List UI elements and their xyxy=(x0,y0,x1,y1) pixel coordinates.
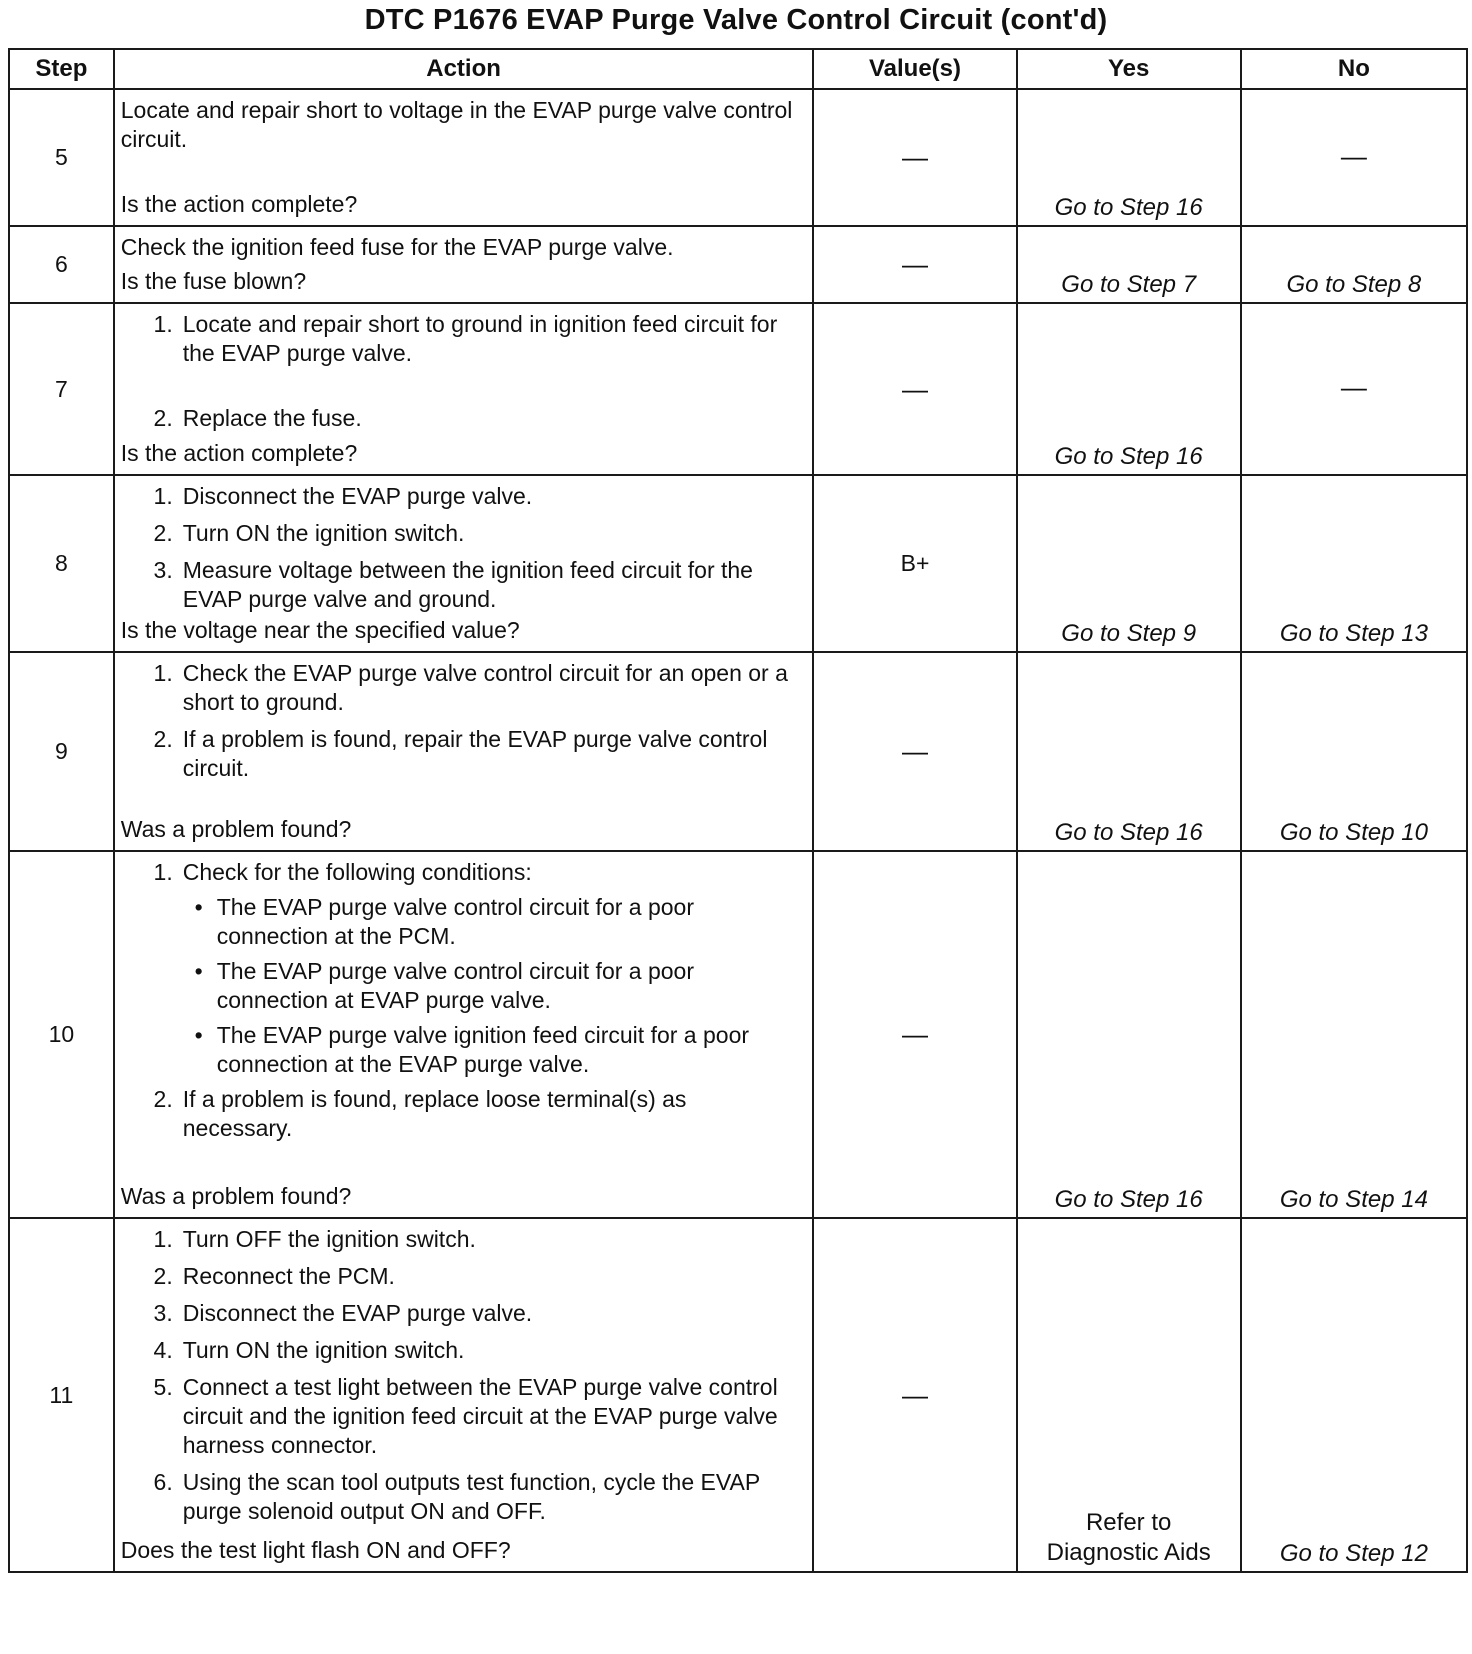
bullet-glyph: • xyxy=(194,894,203,920)
list-number: 1. xyxy=(153,311,173,337)
list-text: Using the scan tool outputs test function, cycle the EVAP purge solenoid output ON and OFF. xyxy=(182,1469,760,1524)
action-question: Is the action complete? xyxy=(120,191,358,217)
diagnostic-table xyxy=(8,48,1468,1573)
bullet-text: The EVAP purge valve ignition feed circuit for a poor connection at the EVAP purge valve. xyxy=(216,1022,750,1077)
bullet-glyph: • xyxy=(194,958,203,984)
list-text: Reconnect the PCM. xyxy=(182,1263,395,1289)
action-steps xyxy=(121,1225,801,1526)
list-item xyxy=(121,1336,801,1365)
action-cell xyxy=(114,89,814,226)
step-number: 7 xyxy=(9,303,114,475)
list-number: 6. xyxy=(153,1469,173,1495)
action-question: Is the voltage near the specified value? xyxy=(120,617,520,643)
header-values: Value(s) xyxy=(813,49,1016,89)
no-text: — xyxy=(1340,372,1367,402)
list-number: 2. xyxy=(153,726,173,752)
value-text: — xyxy=(902,1019,928,1049)
yes-cell: Go to Step 16 xyxy=(1017,89,1241,226)
list-text: If a problem is found, replace loose terminal(s) as necessary. xyxy=(182,1086,687,1141)
list-number: 2. xyxy=(153,520,173,546)
list-item xyxy=(121,1225,801,1254)
table-row-step-9 xyxy=(9,652,1467,851)
list-item xyxy=(121,556,801,614)
list-text: Check for the following conditions: xyxy=(182,859,532,885)
no-cell xyxy=(1241,89,1467,226)
list-text: Locate and repair short to ground in ignition feed circuit for the EVAP purge valve. xyxy=(182,311,778,366)
step-number: 10 xyxy=(9,851,114,1218)
list-text: Connect a test light between the EVAP purge valve control circuit and the ignition feed circuit at the EVAP purge valve harness connector. xyxy=(182,1374,778,1458)
action-cell xyxy=(114,303,814,475)
value-text: — xyxy=(902,249,928,279)
table-row-step-11 xyxy=(9,1218,1467,1572)
list-item xyxy=(121,725,801,783)
list-number: 3. xyxy=(153,557,173,583)
no-cell: Go to Step 12 xyxy=(1241,1218,1467,1572)
list-item xyxy=(121,1262,801,1291)
no-text: — xyxy=(1340,140,1367,171)
step-number: 11 xyxy=(9,1218,114,1572)
no-cell xyxy=(1241,303,1467,475)
list-item xyxy=(121,858,801,887)
action-steps xyxy=(121,310,801,433)
list-item xyxy=(121,404,801,433)
action-steps xyxy=(121,858,801,1143)
list-number: 2. xyxy=(153,1263,173,1289)
yes-text-line-1: Refer to xyxy=(1085,1509,1172,1536)
table-row-step-6 xyxy=(9,226,1467,303)
list-item xyxy=(121,1299,801,1328)
list-number: 1. xyxy=(153,483,173,509)
value-cell: B+ xyxy=(813,475,1016,652)
value-cell xyxy=(813,89,1016,226)
yes-cell: Go to Step 16 xyxy=(1017,851,1241,1218)
header-row xyxy=(9,49,1467,89)
list-text: Turn ON the ignition switch. xyxy=(182,1337,465,1363)
action-cell xyxy=(114,1218,814,1572)
list-number: 2. xyxy=(153,405,173,431)
no-cell: Go to Step 13 xyxy=(1241,475,1467,652)
bullet-text: The EVAP purge valve control circuit for a poor connection at the PCM. xyxy=(216,894,695,949)
list-text: Turn OFF the ignition switch. xyxy=(182,1226,476,1252)
yes-cell xyxy=(1017,1218,1241,1572)
list-number: 3. xyxy=(153,1300,173,1326)
list-item xyxy=(121,519,801,548)
no-cell: Go to Step 8 xyxy=(1241,226,1467,303)
list-number: 1. xyxy=(153,660,173,686)
no-cell: Go to Step 10 xyxy=(1241,652,1467,851)
value-cell xyxy=(813,851,1016,1218)
list-item xyxy=(121,482,801,511)
bullet-item xyxy=(121,893,801,951)
yes-cell: Go to Step 16 xyxy=(1017,303,1241,475)
action-steps xyxy=(121,659,801,783)
header-step: Step xyxy=(9,49,114,89)
list-number: 1. xyxy=(153,859,173,885)
action-question: Was a problem found? xyxy=(120,1183,352,1209)
value-text: — xyxy=(902,142,928,172)
action-question: Is the action complete? xyxy=(120,440,358,466)
table-row-step-7 xyxy=(9,303,1467,475)
list-number: 2. xyxy=(153,1086,173,1112)
action-text: Locate and repair short to voltage in the EVAP purge valve control circuit. xyxy=(120,97,793,152)
action-question: Does the test light flash ON and OFF? xyxy=(120,1537,511,1563)
value-cell xyxy=(813,652,1016,851)
action-cell xyxy=(114,226,814,303)
table-row-step-8 xyxy=(9,475,1467,652)
value-text: — xyxy=(902,373,928,404)
list-text: If a problem is found, repair the EVAP purge valve control circuit. xyxy=(182,726,768,781)
list-item xyxy=(121,1468,801,1526)
list-text: Disconnect the EVAP purge valve. xyxy=(182,483,533,509)
list-text: Replace the fuse. xyxy=(182,405,362,431)
list-item xyxy=(121,1085,801,1143)
action-steps xyxy=(121,482,801,614)
list-item xyxy=(121,659,801,717)
list-number: 5. xyxy=(153,1374,173,1400)
yes-cell: Go to Step 9 xyxy=(1017,475,1241,652)
yes-text-line-2: Diagnostic Aids xyxy=(1046,1539,1211,1566)
value-text: — xyxy=(902,736,928,766)
no-cell: Go to Step 14 xyxy=(1241,851,1467,1218)
header-yes: Yes xyxy=(1017,49,1241,89)
action-text: Check the ignition feed fuse for the EVAP purge valve. xyxy=(120,234,674,260)
header-action: Action xyxy=(114,49,814,89)
step-number: 9 xyxy=(9,652,114,851)
bullet-item xyxy=(121,1021,801,1079)
value-cell xyxy=(813,303,1016,475)
list-text: Measure voltage between the ignition feed circuit for the EVAP purge valve and ground. xyxy=(182,557,753,612)
action-question: Is the fuse blown? xyxy=(120,268,307,294)
list-item xyxy=(121,1373,801,1460)
page-title: DTC P1676 EVAP Purge Valve Control Circuit (cont'd) xyxy=(364,4,1108,36)
action-cell xyxy=(114,475,814,652)
list-number: 4. xyxy=(153,1337,173,1363)
list-text: Turn ON the ignition switch. xyxy=(182,520,465,546)
list-item xyxy=(121,310,801,368)
step-number: 5 xyxy=(9,89,114,226)
table-row-step-10 xyxy=(9,851,1467,1218)
yes-cell: Go to Step 7 xyxy=(1017,226,1241,303)
action-cell xyxy=(114,652,814,851)
list-number: 1. xyxy=(153,1226,173,1252)
value-text: — xyxy=(902,1379,928,1410)
step-number: 8 xyxy=(9,475,114,652)
yes-cell: Go to Step 16 xyxy=(1017,652,1241,851)
list-text: Disconnect the EVAP purge valve. xyxy=(182,1300,533,1326)
table-row-step-5 xyxy=(9,89,1467,226)
value-cell xyxy=(813,1218,1016,1572)
bullet-text: The EVAP purge valve control circuit for a poor connection at EVAP purge valve. xyxy=(216,958,695,1013)
action-question: Was a problem found? xyxy=(120,816,352,842)
value-cell xyxy=(813,226,1016,303)
bullet-glyph: • xyxy=(194,1022,203,1048)
bullet-item xyxy=(121,957,801,1015)
action-cell xyxy=(114,851,814,1218)
list-text: Check the EVAP purge valve control circuit for an open or a short to ground. xyxy=(182,660,788,715)
step-number: 6 xyxy=(9,226,114,303)
header-no: No xyxy=(1241,49,1467,89)
